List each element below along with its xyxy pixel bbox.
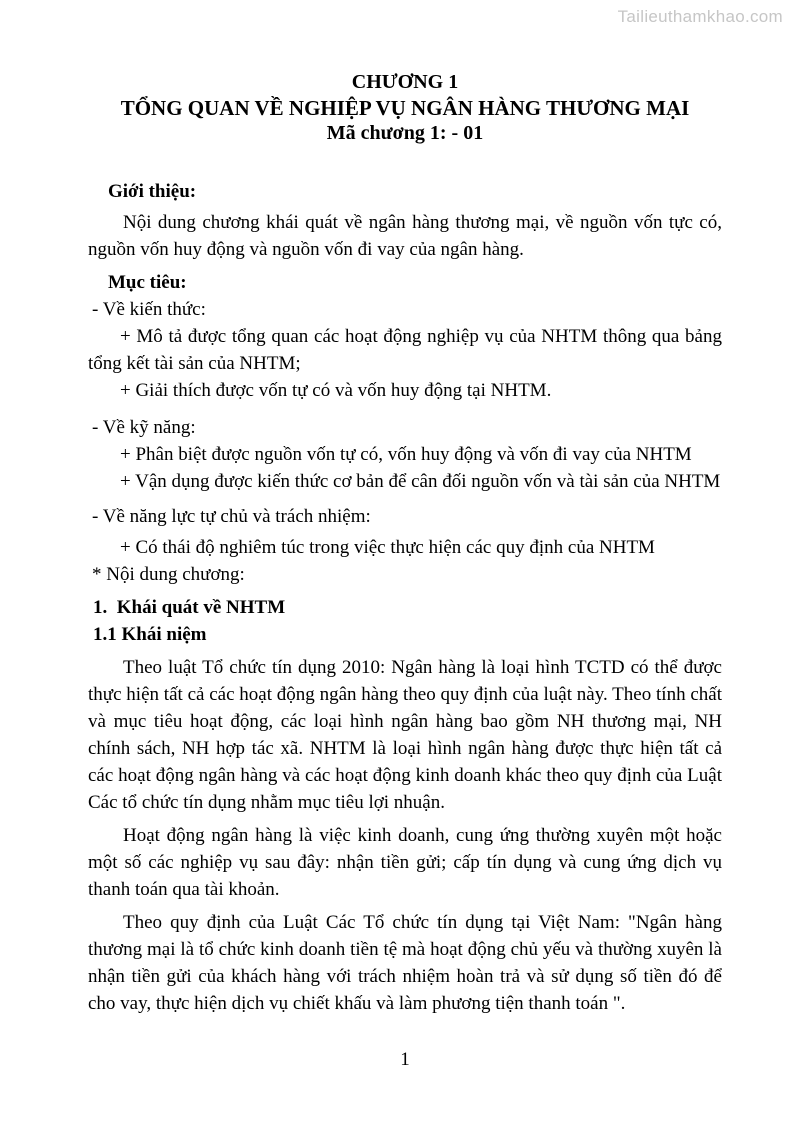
chapter-title-block (88, 0, 722, 146)
watermark: Tailieuthamkhao.com (617, 7, 783, 26)
skills-label: - Về kỹ năng: (92, 417, 196, 438)
skills-item: + Phân biệt được nguồn vốn tự có, vốn huy động và vốn đi vay của NHTM (120, 444, 692, 465)
chapter-code: Mã chương 1: - 01 (326, 122, 484, 144)
page-number: 1 (400, 1049, 410, 1070)
body-paragraph: Hoạt động ngân hàng là việc kinh doanh, cung ứng thường xuyên một hoặc một số các nghiệp vụ sau đây: nhận tiền gửi; cấp tín dụng và cung ứng dịch vụ thanh toán qua tài khoản. (88, 825, 722, 900)
skills-item: + Vận dụng được kiến thức cơ bản để cân đối nguồn vốn và tài sản của NHTM (120, 471, 721, 492)
chapter-content-label: * Nội dung chương: (92, 564, 245, 585)
objectives-heading: Mục tiêu: (108, 272, 187, 293)
knowledge-label: - Về kiến thức: (92, 299, 206, 320)
page-content (88, 0, 722, 1017)
intro-heading: Giới thiệu: (108, 181, 197, 202)
knowledge-item: + Giải thích được vốn tự có và vốn huy động tại NHTM. (120, 380, 552, 401)
chapter-number-title: CHƯƠNG 1 (351, 71, 459, 93)
body-paragraph: Theo luật Tổ chức tín dụng 2010: Ngân hàng là loại hình TCTD có thể được thực hiện tất cả các hoạt động ngân hàng theo quy định của luật này. Theo tính chất và mục tiêu hoạt động, các loại hình ngân hàng bao gồm NH thương mại, NH chính sách, NH hợp tác xã. NHTM là loại hình ngân hàng được thực hiện tất cả các hoạt động ngân hàng và các hoạt động kinh doanh khác theo quy định của Luật Các tổ chức tín dụng nhằm mục tiêu lợi nhuận. (88, 657, 722, 813)
autonomy-label: - Về năng lực tự chủ và trách nhiệm: (92, 506, 371, 527)
body-paragraph: Theo quy định của Luật Các Tổ chức tín dụng tại Việt Nam: "Ngân hàng thương mại là tổ chức kinh doanh tiền tệ mà hoạt động chủ yếu và thường xuyên là nhận tiền gửi của khách hàng với trách nhiệm hoàn trả và sử dụng số tiền đó để cho vay, thực hiện dịch vụ chiết khấu và làm phương tiện thanh toán ". (88, 912, 722, 1014)
knowledge-item: + Mô tả được tổng quan các hoạt động nghiệp vụ của NHTM thông qua bảng tổng kết tài sản của NHTM; (88, 326, 722, 374)
autonomy-item: + Có thái độ nghiêm túc trong việc thực hiện các quy định của NHTM (120, 537, 655, 558)
intro-paragraph: Nội dung chương khái quát về ngân hàng thương mại, về nguồn vốn tực có, nguồn vốn huy động và nguồn vốn đi vay của ngân hàng. (88, 212, 722, 260)
section-1-1-heading: 1.1 Khái niệm (93, 624, 207, 645)
chapter-main-title: TỔNG QUAN VỀ NGHIỆP VỤ NGÂN HÀNG THƯƠNG MẠI (120, 96, 690, 120)
section-1-heading: 1. Khái quát về NHTM (93, 597, 286, 618)
